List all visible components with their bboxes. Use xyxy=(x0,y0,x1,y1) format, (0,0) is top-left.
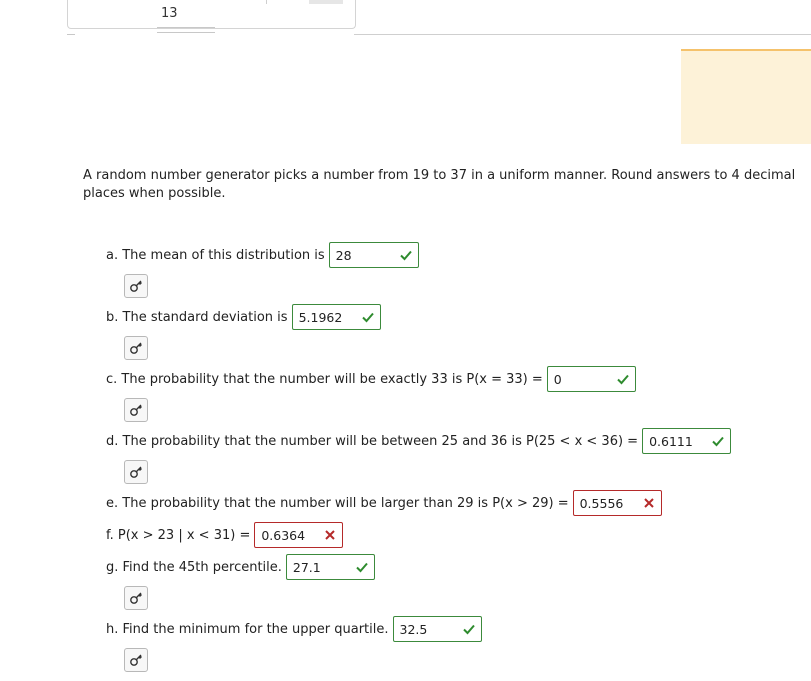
note-panel xyxy=(681,49,811,144)
tab-indicator xyxy=(157,27,215,33)
question-d-label: d. The probability that the number will be between 25 and 36 is P(25 < x < 36) = xyxy=(106,433,639,449)
hint-key-button-d[interactable] xyxy=(124,460,148,484)
answer-b-input[interactable] xyxy=(292,304,381,330)
key-icon xyxy=(129,279,143,293)
question-b-label: b. The standard deviation is xyxy=(106,309,288,325)
answer-a-input[interactable] xyxy=(329,242,419,268)
key-icon xyxy=(129,653,143,667)
check-icon xyxy=(710,433,726,449)
question-e-label: e. The probability that the number will be larger than 29 is P(x > 29) = xyxy=(106,495,569,511)
question-d xyxy=(106,428,731,454)
key-icon xyxy=(129,341,143,355)
hint-key-button-c[interactable] xyxy=(124,398,148,422)
question-c-label: c. The probability that the number will be exactly 33 is P(x = 33) = xyxy=(106,371,543,387)
answer-f-value: 0.6364 xyxy=(261,527,306,543)
check-icon xyxy=(354,559,370,575)
check-icon xyxy=(398,247,414,263)
divider xyxy=(354,34,811,35)
answer-a-value: 28 xyxy=(335,247,352,263)
hint-key-button-a[interactable] xyxy=(124,274,148,298)
key-icon xyxy=(129,465,143,479)
question-f-label: f. P(x > 23 | x < 31) = xyxy=(106,527,251,543)
tab-stub xyxy=(309,0,343,4)
x-icon xyxy=(641,495,657,511)
answer-e-input[interactable] xyxy=(573,490,662,516)
question-c xyxy=(106,366,636,392)
question-f xyxy=(106,522,343,548)
answer-d-value: 0.6111 xyxy=(649,433,693,449)
answer-b-value: 5.1962 xyxy=(298,309,343,325)
answer-c-value: 0 xyxy=(553,371,562,387)
question-number: 13 xyxy=(161,6,178,21)
answer-g-input[interactable] xyxy=(286,554,375,580)
check-icon xyxy=(360,309,376,325)
key-icon xyxy=(129,403,143,417)
hint-key-button-g[interactable] xyxy=(124,586,148,610)
answer-h-value: 32.5 xyxy=(399,621,428,637)
check-icon xyxy=(461,621,477,637)
answer-h-input[interactable] xyxy=(393,616,482,642)
question-h xyxy=(106,616,482,642)
answer-c-input[interactable] xyxy=(547,366,636,392)
hint-key-button-h[interactable] xyxy=(124,648,148,672)
question-a xyxy=(106,242,419,268)
question-g-label: g. Find the 45th percentile. xyxy=(106,559,282,575)
hint-key-button-b[interactable] xyxy=(124,336,148,360)
question-h-label: h. Find the minimum for the upper quartile. xyxy=(106,621,389,637)
check-icon xyxy=(615,371,631,387)
x-icon xyxy=(322,527,338,543)
answer-f-input[interactable] xyxy=(254,522,343,548)
question-a-label: a. The mean of this distribution is xyxy=(106,247,325,263)
question-b xyxy=(106,304,381,330)
answer-g-value: 27.1 xyxy=(292,559,321,575)
answer-d-input[interactable] xyxy=(642,428,731,454)
question-g xyxy=(106,554,375,580)
question-header-box xyxy=(67,0,356,29)
divider-left xyxy=(67,34,75,35)
tab-divider xyxy=(266,0,267,4)
key-icon xyxy=(129,591,143,605)
problem-statement: A random number generator picks a number from 19 to 37 in a uniform manner. Round answers to 4 decimal places when possible. xyxy=(83,168,796,201)
answer-e-value: 0.5556 xyxy=(579,495,624,511)
question-e xyxy=(106,490,662,516)
